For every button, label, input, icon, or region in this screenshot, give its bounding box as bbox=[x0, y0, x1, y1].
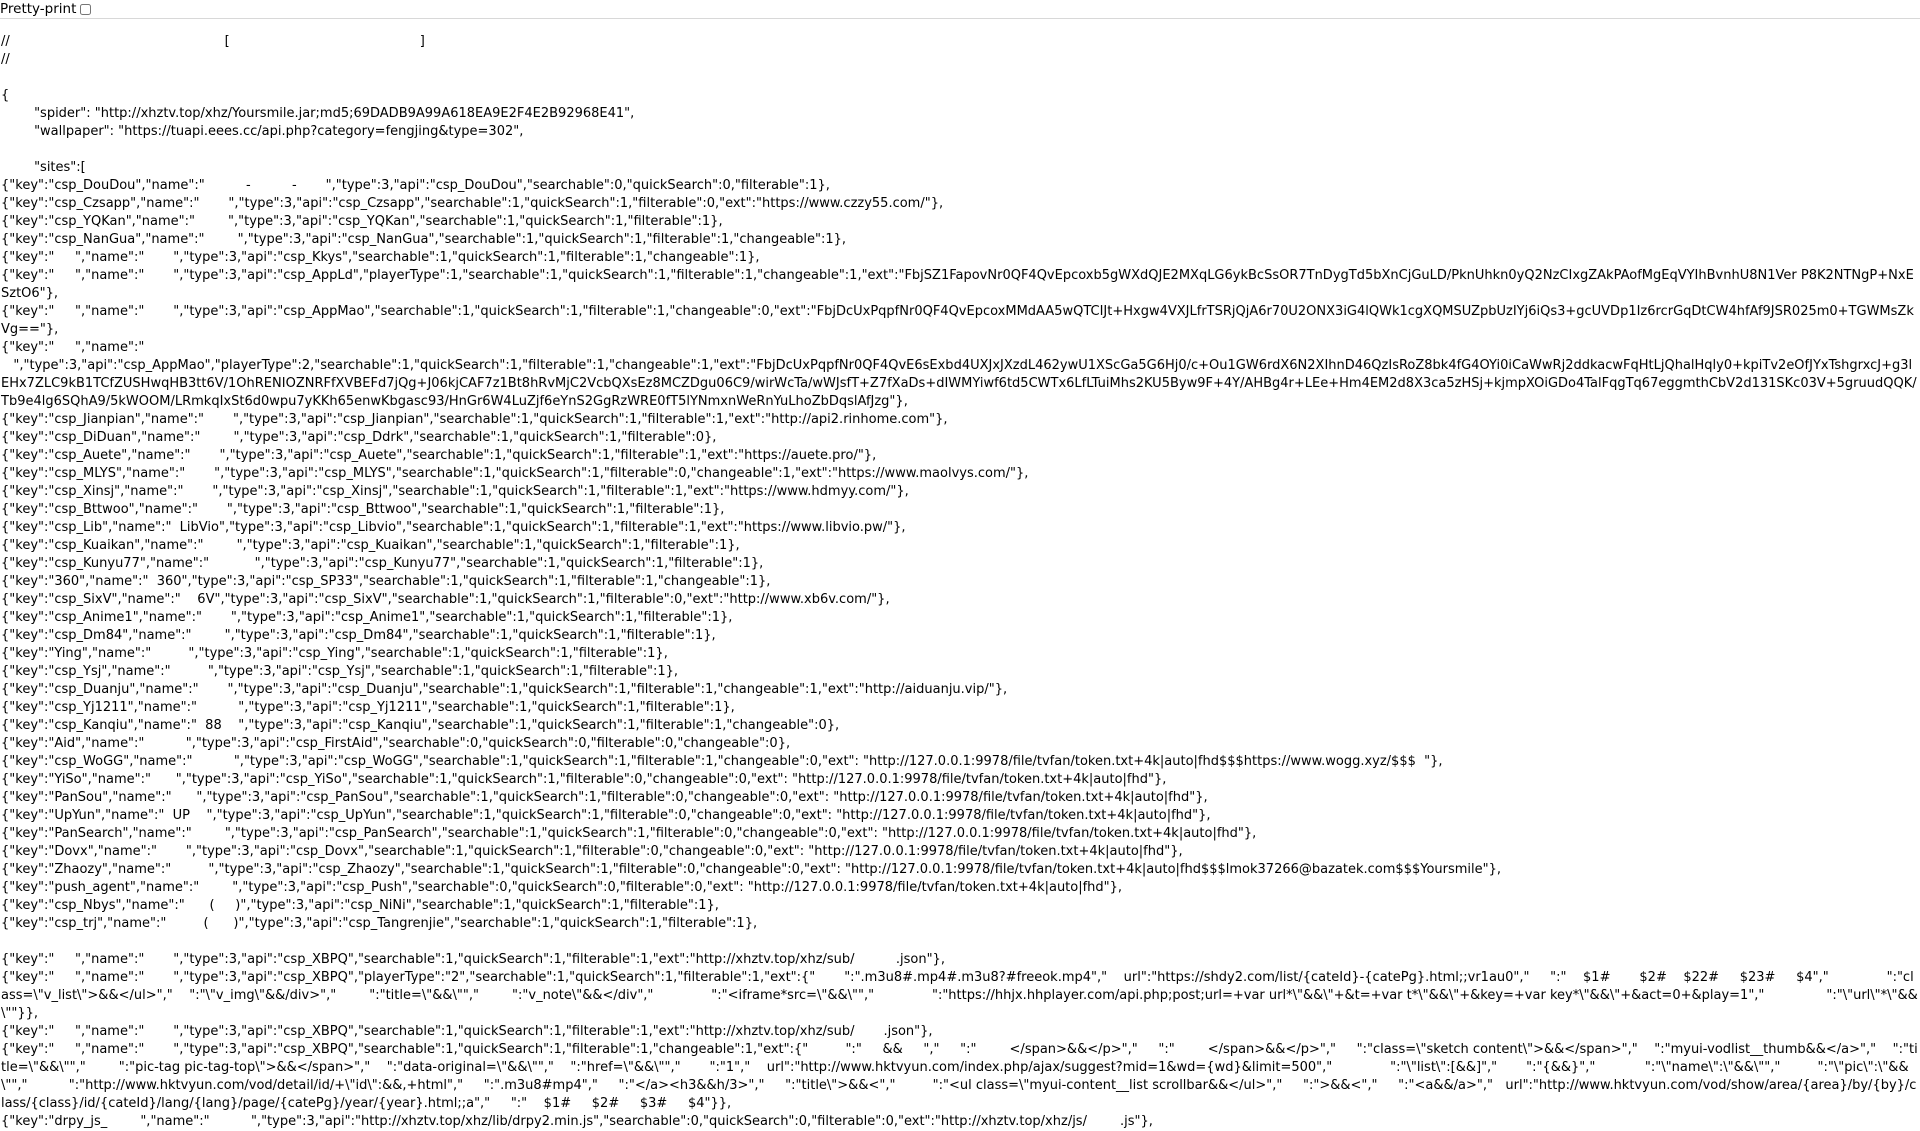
source-line: {"key":"csp_MLYS","name":" ","type":3,"api":"csp_MLYS","searchable":1,"quickSearch":1,"filterable":0,"changeable":1,"ext":"https://www.maolvys.com/"}, bbox=[1, 466, 1029, 481]
source-line: "spider": "http://xhztv.top/xhz/Yoursmile.jar;md5;69DADB9A99A618EA9E2F4E2B92968E41", bbox=[1, 106, 635, 121]
source-line: {"key":"csp_NanGua","name":" ","type":3,"api":"csp_NanGua","searchable":1,"quickSearch":1,"filterable":1,"changeable":1}, bbox=[1, 232, 847, 247]
source-line: {"key":" ","name":" ","type":3,"api":"csp_XBPQ","playerType":"2","searchable":1,"quickSearch":1,"filterable":1,"ext":{" ":".m3u8#.mp4#.m3u8?#freeok.mp4"," url":"https://shdy2.com/list/{cateId}-{catePg}.html;;vr1au0"," ":" $1# $2# $22# $23# $4"," ":"class=\"v_list\">&&</ul>"," ":"\"v_img\"&&/div>"," ":"title=\"&&\""," ":"v_note\"&&</div"," ":"<iframe*src=\"&&\""," ":"https://hhjx.hhplayer.com/api.php;post;url=+var url*\"&&\"+&t=+var t*\"&&\"+&key=+var key*\"&&\"+&act=0+&play=1"," ":"\"url\"*\"&&\""}}, bbox=[1, 970, 1918, 1021]
source-line: {"key":"Ying","name":" ","type":3,"api":"csp_Ying","searchable":1,"quickSearch":1,"filterable":1}, bbox=[1, 646, 668, 661]
source-line: {"key":"csp_Yj1211","name":" ","type":3,"api":"csp_Yj1211","searchable":1,"quickSearch":1,"filterable":1}, bbox=[1, 700, 735, 715]
source-line: // bbox=[1, 52, 10, 67]
pretty-print-label: Pretty-print bbox=[0, 1, 77, 17]
source-line: {"key":"YiSo","name":" ","type":3,"api":"csp_YiSo","searchable":1,"quickSearch":1,"filterable":0,"changeable":0,"ext": "http://127.0.0.1:9978/file/tvfan/token.txt+4k|auto|fhd"}, bbox=[1, 772, 1167, 787]
source-line: {"key":"PanSou","name":" ","type":3,"api":"csp_PanSou","searchable":1,"quickSearch":1,"filterable":0,"changeable":0,"ext": "http://127.0.0.1:9978/file/tvfan/token.txt+4k|auto|fhd"}, bbox=[1, 790, 1208, 805]
source-line: {"key":"csp_Ysj","name":" ","type":3,"api":"csp_Ysj","searchable":1,"quickSearch":1,"filterable":1}, bbox=[1, 664, 679, 679]
source-line: {"key":"csp_DiDuan","name":" ","type":3,"api":"csp_Ddrk","searchable":1,"quickSearch":1,"filterable":0}, bbox=[1, 430, 717, 445]
source-line: "wallpaper": "https://tuapi.eees.cc/api.php?category=fengjing&type=302", bbox=[1, 124, 524, 139]
source-line: {"key":"csp_Xinsj","name":" ","type":3,"api":"csp_Xinsj","searchable":1,"quickSearch":1,"filterable":1,"ext":"https://www.hdmyy.com/"}, bbox=[1, 484, 909, 499]
source-line: {"key":"csp_Auete","name":" ","type":3,"api":"csp_Auete","searchable":1,"quickSearch":1,"filterable":1,"ext":"https://auete.pro/"}, bbox=[1, 448, 877, 463]
source-line bbox=[1, 69, 1918, 87]
source-line: {"key":"csp_Kanqiu","name":" 88 ","type":3,"api":"csp_Kanqiu","searchable":1,"quickSearch":1,"filterable":1,"changeable":0}, bbox=[1, 718, 840, 733]
source-line: {"key":" ","name":" ","type":3,"api":"csp_XBPQ","searchable":1,"quickSearch":1,"filterable":1,"changeable":1,"ext":{" ":" && "," ":" </span>&&</p>"," ":" </span>&&</p>"," ":"class=\"sketch content\">&&</span>"," ":"myui-vodlist__thumb&&</a>"," ":"title=\"&&\""," ":"pic-tag pic-tag-top\">&&</span>"," ":"data-original=\"&&\""," ":"href=\"&&\""," ":"1"," url":"http://www.hktvyun.com/index.php/ajax/suggest?mid=1&wd={wd}&limit=500"," ":"\"list\":[&&]"," ":"{&&}"," ":"\"name\":\"&&\""," ":"\"pic\":\"&&\""," ":"http://www.hktvyun.com/vod/detail/id/+\"id\":&&,+html"," ":".m3u8#mp4"," ":"</a><h3&&h/3>"," ":"title\">&&<"," ":"<ul class=\"myui-content__list scrollbar&&</ul>"," ":">&&<"," ":"<a&&/a>"," url":"http://www.hktvyun.com/vod/show/area/{area}/by/{by}/class/{class}/id/{cateId}/lang/{lang}/page/{catePg}/year/{year}.html;;a"," ":" $1# $2# $3# $4"}}, bbox=[1, 1042, 1918, 1111]
source-line: {"key":"csp_DouDou","name":" - - ","type":3,"api":"csp_DouDou","searchable":0,"quickSearch":0,"filterable":1}, bbox=[1, 178, 830, 193]
source-line bbox=[1, 141, 1918, 159]
source-line: {"key":" ","name":" ","type":3,"api":"csp_XBPQ","searchable":1,"quickSearch":1,"filterable":1,"ext":"http://xhztv.top/xhz/sub/ .json"}, bbox=[1, 1024, 933, 1039]
source-line: {"key":"UpYun","name":" UP ","type":3,"api":"csp_UpYun","searchable":1,"quickSearch":1,"filterable":0,"changeable":0,"ext": "http://127.0.0.1:9978/file/tvfan/token.txt+4k|auto|fhd"}, bbox=[1, 808, 1211, 823]
source-line: {"key":"csp_YQKan","name":" ","type":3,"api":"csp_YQKan","searchable":1,"quickSearch":1,"filterable":1}, bbox=[1, 214, 723, 229]
source-line: {"key":"csp_Bttwoo","name":" ","type":3,"api":"csp_Bttwoo","searchable":1,"quickSearch":1,"filterable":1}, bbox=[1, 502, 725, 517]
source-line: // [ ] bbox=[1, 34, 425, 49]
source-line: {"key":"csp_Dm84","name":" ","type":3,"api":"csp_Dm84","searchable":1,"quickSearch":1,"filterable":1}, bbox=[1, 628, 716, 643]
source-line: {"key":"csp_SixV","name":" 6V","type":3,"api":"csp_SixV","searchable":1,"quickSearch":1,"filterable":0,"ext":"http://www.xb6v.com/"}, bbox=[1, 592, 890, 607]
source-line: {"key":"csp_trj","name":" ( )","type":3,"api":"csp_Tangrenjie","searchable":1,"quickSearch":1,"filterable":1}, bbox=[1, 916, 758, 931]
source-line bbox=[1, 933, 1918, 951]
pretty-print-checkbox[interactable] bbox=[80, 4, 91, 15]
json-source-view bbox=[0, 19, 1920, 1131]
source-line: {"key":" ","name":" ","type":3,"api":"csp_AppMao","searchable":1,"quickSearch":1,"filterable":1,"changeable":0,"ext":"FbjDcUxPqpfNr0QF4QvEpcoxMMdAA5wQTCIJt+Hxgw4VXJLfrTSRjQjA6r70U2ONX3iG4lQWk1cgXQMSUZpbUzIYj6iQs3+gcUVDp1Iz6rcrGqDtCW4hfAf9JSR025m0+TGWMsZkVg=="}, bbox=[1, 304, 1914, 337]
source-line: {"key":"360","name":" 360","type":3,"api":"csp_SP33","searchable":1,"quickSearch":1,"filterable":1,"changeable":1}, bbox=[1, 574, 771, 589]
source-line: {"key":"csp_WoGG","name":" ","type":3,"api":"csp_WoGG","searchable":1,"quickSearch":1,"filterable":1,"changeable":0,"ext": "http://127.0.0.1:9978/file/tvfan/token.txt+4k|auto|fhd$$$https://www.wogg.xyz/$$$ "}, bbox=[1, 754, 1443, 769]
source-line: {"key":"push_agent","name":" ","type":3,"api":"csp_Push","searchable":0,"quickSearch":0,"filterable":0,"ext": "http://127.0.0.1:9978/file/tvfan/token.txt+4k|auto|fhd"}, bbox=[1, 880, 1123, 895]
source-line: {"key":" ","name":" ","type":3,"api":"csp_AppLd","playerType":1,"searchable":1,"quickSearch":1,"filterable":1,"changeable":1,"ext":"FbjSZ1FapovNr0QF4QvEpcoxb5gWXdQJE2MXqLG6ykBcSsOR7TnDygTd5bXnCjGuLD/PknUhkn0yQ2NzCIxgZAkPAofMgEqVYIhBvnhU8N1Ver P8K2NTNgP+NxESztO6"}, bbox=[1, 268, 1914, 301]
source-line: {"key":"csp_Jianpian","name":" ","type":3,"api":"csp_Jianpian","searchable":1,"quickSearch":1,"filterable":1,"ext":"http://api2.rinhome.com"}, bbox=[1, 412, 948, 427]
source-line: {"key":"csp_Czsapp","name":" ","type":3,"api":"csp_Czsapp","searchable":1,"quickSearch":1,"filterable":0,"ext":"https://www.czzy55.com/"}, bbox=[1, 196, 944, 211]
source-line: {"key":"csp_Kunyu77","name":" ","type":3,"api":"csp_Kunyu77","searchable":1,"quickSearch":1,"filterable":1}, bbox=[1, 556, 764, 571]
source-line: {"key":"csp_Lib","name":" LibVio","type":3,"api":"csp_Libvio","searchable":1,"quickSearch":1,"filterable":1,"ext":"https://www.libvio.pw/"}, bbox=[1, 520, 906, 535]
source-line: {"key":"Zhaozy","name":" ","type":3,"api":"csp_Zhaozy","searchable":1,"quickSearch":1,"filterable":0,"changeable":0,"ext": "http://127.0.0.1:9978/file/tvfan/token.txt+4k|auto|fhd$$$lmok37266@bazatek.com$$$Yoursmile"}, bbox=[1, 862, 1502, 877]
source-line: ","type":3,"api":"csp_AppMao","playerType":2,"searchable":1,"quickSearch":1,"filterable":1,"changeable":1,"ext":"FbjDcUxPqpfNr0QF4QvE6sExbd4UXJxJXzdL462ywU1XScGa5G6Hj0/c+Ou1GW6rdX6N2XIhnD46QzIsRoZ8bk4fG4OYi0iCaWwRj2ddkacwFqHtLjQhalHqly0+kpiTv2eOfJYxTshgrxcJ+g3lEHx7ZLC9kB1TCfZUSHwqHB3tt6V/1OhRENIOZNRFfXVBEFd7jQg+J06kjCAF7z1Bt8hRvMjC2VcbQXsEz8MCZDgu06C9/wirWcTa/wWJsfT+Z7fXaDs+dIWMYiwf6td5CWTx6LfLTuiMhs2KU5Byw9F+4Y/AHBg4r+LEe+Hm4EM2d8X3ca5zHSj+kjmpXOiGDo4TalFqgTq67eggmthCbV2d131SKc03V+5gruudQQK/Tb9e4lg6SQhA9/5kWOOM/LRmkqIxSt6d0wpu7yKKh65enwKbgasc93/HnGr6W4LuZjf6eYnS2GgRzWRE0fT5lYNmxnWeRnYuLhoZbDqslAfJzg"}, bbox=[1, 358, 1917, 409]
source-line: {"key":"csp_Anime1","name":" ","type":3,"api":"csp_Anime1","searchable":1,"quickSearch":1,"filterable":1}, bbox=[1, 610, 733, 625]
source-line: {"key":"Aid","name":" ","type":3,"api":"csp_FirstAid","searchable":0,"quickSearch":0,"filterable":0,"changeable":0}, bbox=[1, 736, 791, 751]
source-line: {"key":"drpy_js_ ","name":" ","type":3,"api":"http://xhztv.top/xhz/lib/drpy2.min.js","searchable":0,"quickSearch":0,"filterable":0,"ext":"http://xhztv.top/xhz/js/ .js"}, bbox=[1, 1114, 1153, 1129]
pretty-print-bar bbox=[0, 0, 1920, 19]
pretty-print-toggle[interactable] bbox=[0, 1, 91, 17]
source-line: {"key":"PanSearch","name":" ","type":3,"api":"csp_PanSearch","searchable":1,"quickSearch":1,"filterable":0,"changeable":0,"ext": "http://127.0.0.1:9978/file/tvfan/token.txt+4k|auto|fhd"}, bbox=[1, 826, 1257, 841]
source-line: {"key":"csp_Kuaikan","name":" ","type":3,"api":"csp_Kuaikan","searchable":1,"quickSearch":1,"filterable":1}, bbox=[1, 538, 740, 553]
source-line: { bbox=[1, 88, 10, 103]
source-line: {"key":" ","name":" bbox=[1, 340, 145, 355]
source-line: {"key":" ","name":" ","type":3,"api":"csp_Kkys","searchable":1,"quickSearch":1,"filterable":1,"changeable":1}, bbox=[1, 250, 760, 265]
source-line: {"key":"csp_Nbys","name":" ( )","type":3,"api":"csp_NiNi","searchable":1,"quickSearch":1,"filterable":1}, bbox=[1, 898, 719, 913]
source-line: {"key":" ","name":" ","type":3,"api":"csp_XBPQ","searchable":1,"quickSearch":1,"filterable":1,"ext":"http://xhztv.top/xhz/sub/ .json"}, bbox=[1, 952, 945, 967]
source-line: {"key":"csp_Duanju","name":" ","type":3,"api":"csp_Duanju","searchable":1,"quickSearch":1,"filterable":1,"changeable":1,"ext":"http://aiduanju.vip/"}, bbox=[1, 682, 1008, 697]
source-line: {"key":"Dovx","name":" ","type":3,"api":"csp_Dovx","searchable":1,"quickSearch":1,"filterable":0,"changeable":0,"ext": "http://127.0.0.1:9978/file/tvfan/token.txt+4k|auto|fhd"}, bbox=[1, 844, 1183, 859]
source-line: "sites":[ bbox=[1, 160, 86, 175]
